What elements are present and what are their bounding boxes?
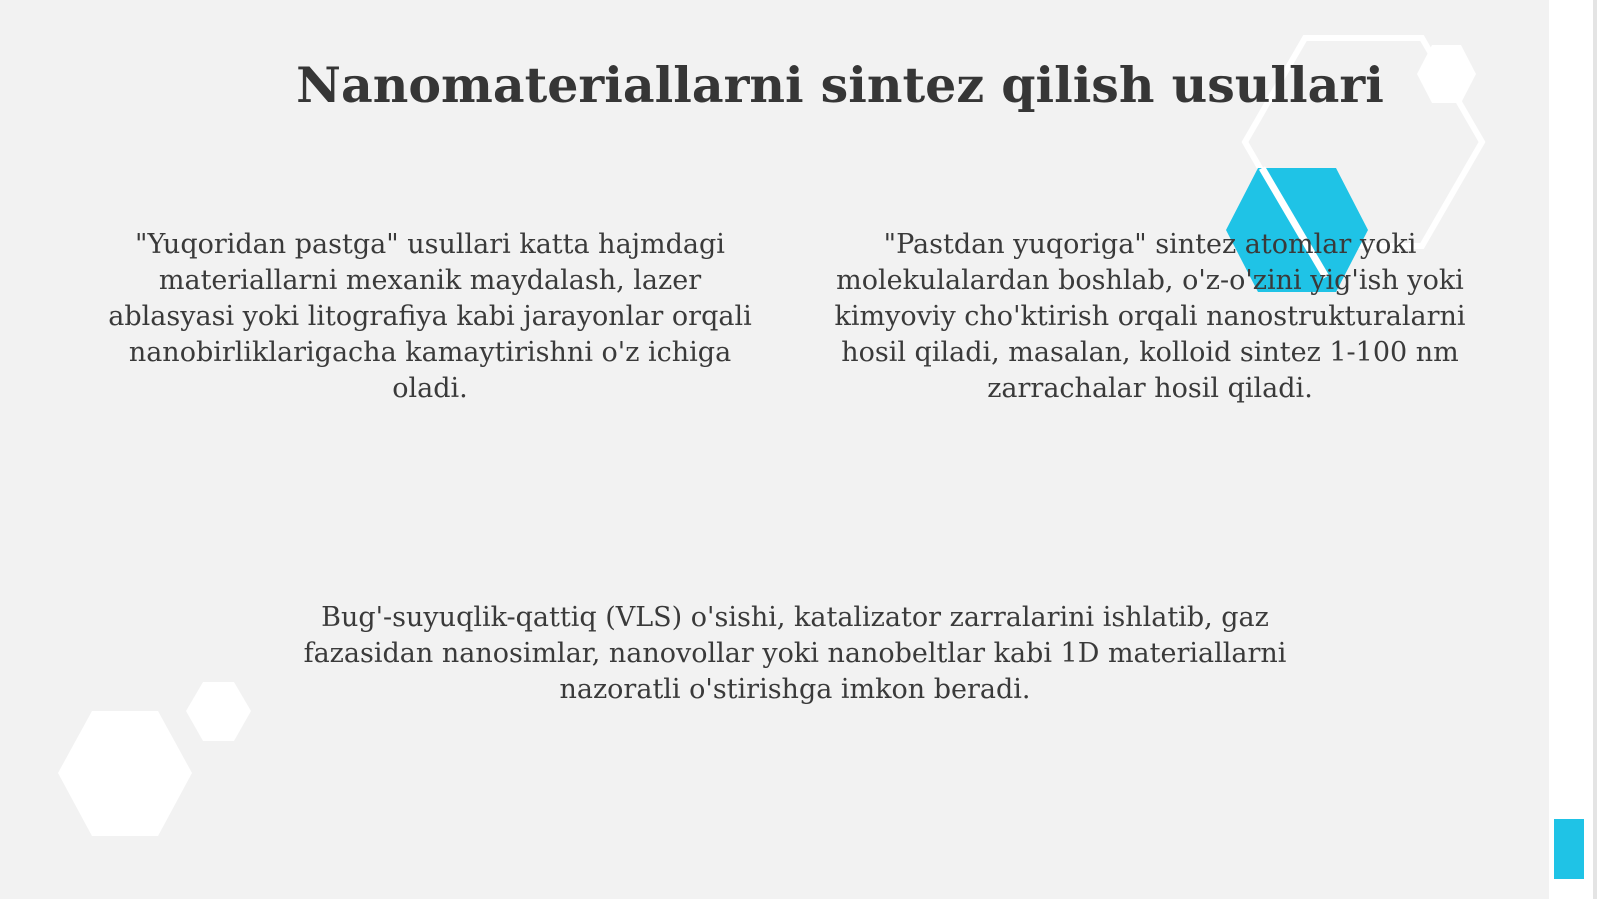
hexagon-small-decoration (186, 682, 251, 741)
vls-paragraph: Bug'-suyuqlik-qattiq (VLS) o'sishi, katalizator zarralarini ishlatib, gaz fazasidan nanosimlar, nanovollar yoki nanobeltlar kabi 1D materiallarni nazoratli o'stirishga imkon beradi. (303, 602, 1287, 705)
bottom-up-paragraph: "Pastdan yuqoriga" sintez atomlar yoki molekulalardan boshlab, o'z-o'zini yig'ish yoki kimyoviy cho'ktirish orqali nanostrukturalarni hosil qiladi, masalan, kolloid sintez 1-100 nm zarrachalar hosil qiladi. (834, 229, 1466, 404)
vertical-scrollbar[interactable] (1549, 0, 1600, 899)
hexagon-large-decoration (58, 711, 192, 836)
slide-title: Nanomateriallarni sintez qilish usullari (296, 56, 1384, 114)
top-down-paragraph: "Yuqoridan pastga" usullari katta hajmdagi materiallarni mexanik maydalash, lazer ablasyasi yoki litografiya kabi jarayonlar orqali nanobirliklarigacha kamaytirishni o'z ichiga oladi. (108, 229, 752, 404)
scrollbar-track[interactable] (1593, 0, 1597, 899)
scrollbar-thumb[interactable] (1554, 819, 1584, 879)
